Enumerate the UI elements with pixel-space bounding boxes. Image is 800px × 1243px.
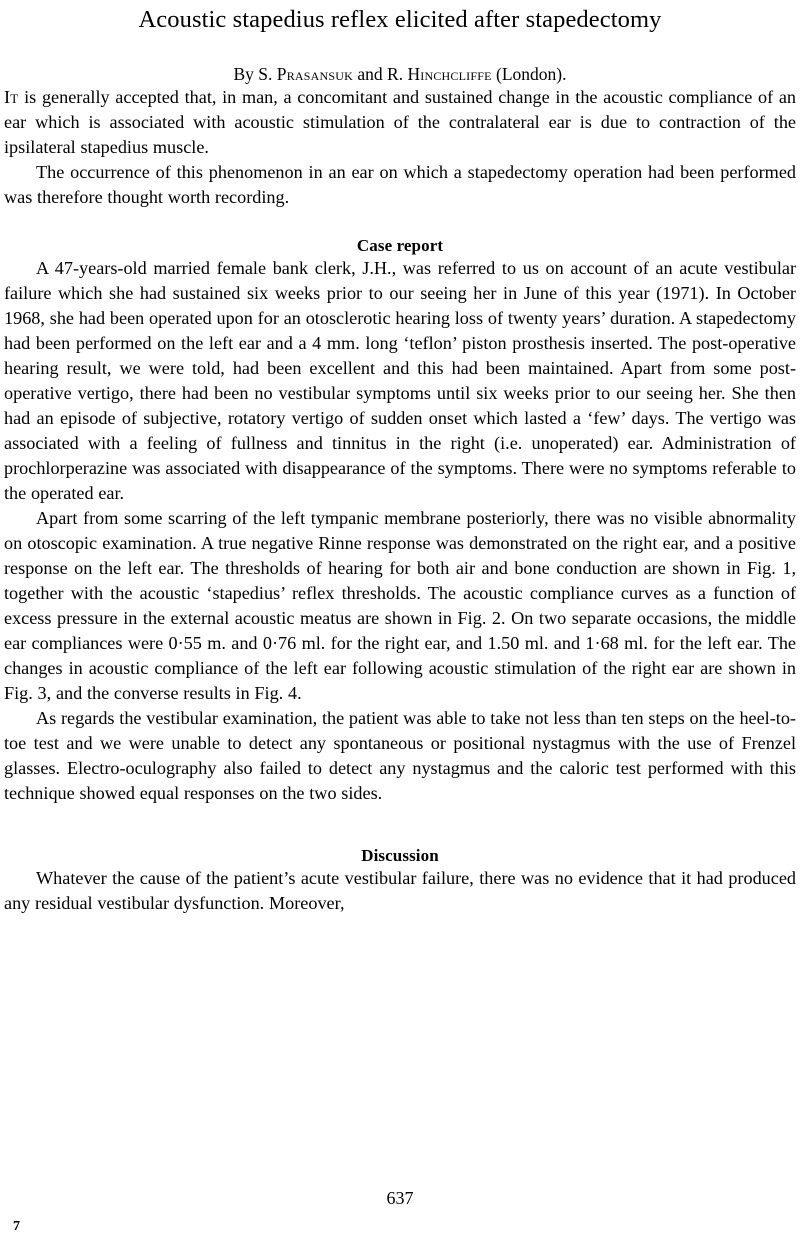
case-report-heading: Case report — [356, 236, 444, 256]
intro-dropcap-word: It — [4, 87, 19, 108]
page-number: 637 — [386, 1188, 414, 1208]
intro-paragraph-1-text: is generally accepted that, in man, a concomitant and sustained change in the acoustic compliance of an ear which is associated with acoustic stimulation of the contralateral ear is due to contraction of the ipsilateral stapedius muscle. — [4, 87, 796, 158]
author-two-surname: Hinchcliffe — [407, 64, 492, 85]
case-report-paragraph-2: Apart from some scarring of the left tympanic membrane posteriorly, there was no visible abnormality on otoscopic examination. A true negative Rinne response was demonstrated on the right ear, and a positive response on the left ear. The thresholds of hearing for both air and bone conduction are shown in Fig. 1, together with the acoustic ‘stapedius’ reflex thresholds. The acoustic compliance curves as a function of excess pressure in the external acoustic meatus are shown in Fig. 2. On two separate occasions, the middle ear compliances were 0·55 m. and 0·76 ml. for the right ear, and 1.50 ml. and 1·68 ml. for the left ear. The changes in acoustic compliance of the left ear following acoustic stimulation of the right ear are shown in Fig. 3, and the converse results in Fig. 4. — [4, 508, 796, 704]
intro-paragraph-1 — [4, 85, 796, 160]
byline-affiliation: (London). — [491, 64, 567, 85]
page-content — [4, 0, 796, 916]
byline-prefix: By S. — [233, 64, 277, 85]
case-report-paragraph-3: As regards the vestibular examination, the patient was able to take not less than ten steps on the heel-to-toe test and we were unable to detect any spontaneous or positional nystagmus with the use of Frenzel glasses. Electro-oculography also failed to detect any nystagmus and the caloric test performed with this technique showed equal responses on the two sides. — [4, 708, 796, 804]
discussion-heading: Discussion — [361, 846, 439, 866]
author-one-surname: Prasansuk — [276, 64, 353, 85]
case-report-paragraph-1: A 47-years-old married female bank clerk, J.H., was referred to us on account of an acute vestibular failure which she had sustained six weeks prior to our seeing her in June of this year (1971). In October 1968, she had been operated upon for an otosclerotic hearing loss of twenty years’ duration. A stapedectomy had been performed on the left ear and a 4 mm. long ‘teflon’ piston prosthesis inserted. The post-operative hearing result, we were told, had been excellent and this had been maintained. Apart from some post-operative vertigo, there had been no vestibular symptoms until six weeks prior to our seeing her. She then had an episode of subjective, rotatory vertigo of sudden onset which lasted a ‘few’ days. The vertigo was associated with a feeling of fullness and tinnitus in the right (i.e. unoperated) ear. Administration of prochlorperazine was associated with disappearance of the symptoms. There were no symptoms referable to the operated ear. — [4, 258, 796, 504]
byline-conjunction: and R. — [353, 64, 408, 85]
intro-paragraph-2: The occurrence of this phenomenon in an ear on which a stapedectomy operation had been performed was therefore thought worth recording. — [4, 162, 796, 208]
discussion-paragraph-1: Whatever the cause of the patient’s acute vestibular failure, there was no evidence that it had produced any residual vestibular dysfunction. Moreover, — [4, 868, 796, 914]
byline — [4, 64, 796, 85]
signature-mark: 7 — [13, 1219, 20, 1234]
page-title: Acoustic stapedius reflex elicited after stapedectomy — [138, 6, 662, 33]
